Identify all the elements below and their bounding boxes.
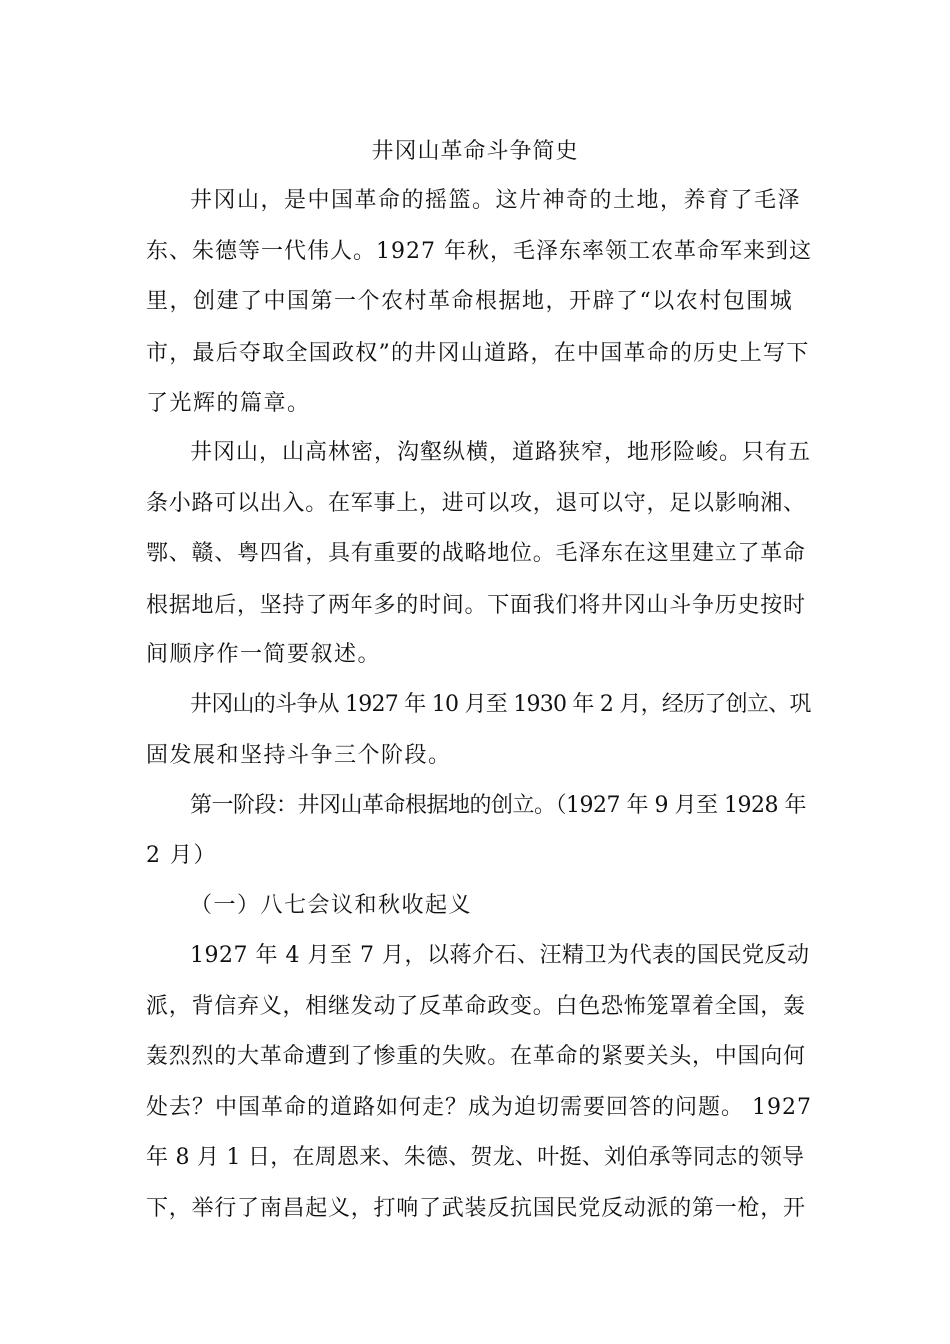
- text-line: 根据地后，坚持了两年多的时间。下面我们将井冈山斗争历史按时: [146, 593, 806, 618]
- text-line: 井冈山的斗争从 1927 年 10 月至 1930 年 2 月，经历了创立、巩: [190, 692, 811, 717]
- text-line: 市，最后夺取全国政权”的井冈山道路，在中国革命的历史上写下: [146, 341, 810, 366]
- text-line: 下，举行了南昌起义，打响了武装反抗国民党反动派的第一枪，开: [146, 1196, 806, 1221]
- text-line: 了光辉的篇章。: [146, 391, 311, 416]
- text-line: 第一阶段：井冈山革命根据地的创立。（1927 年 9 月至 1928 年: [190, 793, 806, 818]
- text-line: 东、朱德等一代伟人。1927 年秋，毛泽东率领工农革命军来到这: [146, 239, 812, 264]
- text-line: 井冈山，山高林密，沟壑纵横，道路狭窄，地形险峻。只有五: [190, 440, 812, 465]
- text-line: 1927 年 4 月至 7 月，以蒋介石、汪精卫为代表的国民党反动: [190, 943, 810, 968]
- text-line: 处去？中国革命的道路如何走？成为迫切需要回答的问题。 1927: [146, 1095, 812, 1120]
- text-line: 2 月）: [146, 843, 217, 868]
- text-line: 派，背信弃义，相继发动了反革命政变。白色恐怖笼罩着全国，轰: [146, 994, 806, 1019]
- text-line: 年 8 月 1 日，在周恩来、朱德、贺龙、叶挺、刘伯承等同志的领导: [146, 1145, 805, 1170]
- text-line: 鄂、赣、粤四省，具有重要的战略地位。毛泽东在这里建立了革命: [146, 541, 806, 566]
- document-title: 井冈山革命斗争简史: [371, 139, 579, 164]
- section-heading: （一）八七会议和秋收起义: [190, 893, 473, 918]
- text-line: 井冈山，是中国革命的摇篮。这片神奇的土地，养育了毛泽: [190, 188, 802, 213]
- text-line: 间顺序作一简要叙述。: [146, 642, 382, 667]
- text-line: 轰烈烈的大革命遭到了惨重的失败。在革命的紧要关头，中国向何: [146, 1044, 806, 1069]
- text-line: 条小路可以出入。在军事上，进可以攻，退可以守，足以影响湘、: [146, 491, 806, 516]
- text-line: 里，创建了中国第一个农村革命根据地，开辟了“以农村包围城: [146, 289, 794, 314]
- text-line: 固发展和坚持斗争三个阶段。: [146, 743, 452, 768]
